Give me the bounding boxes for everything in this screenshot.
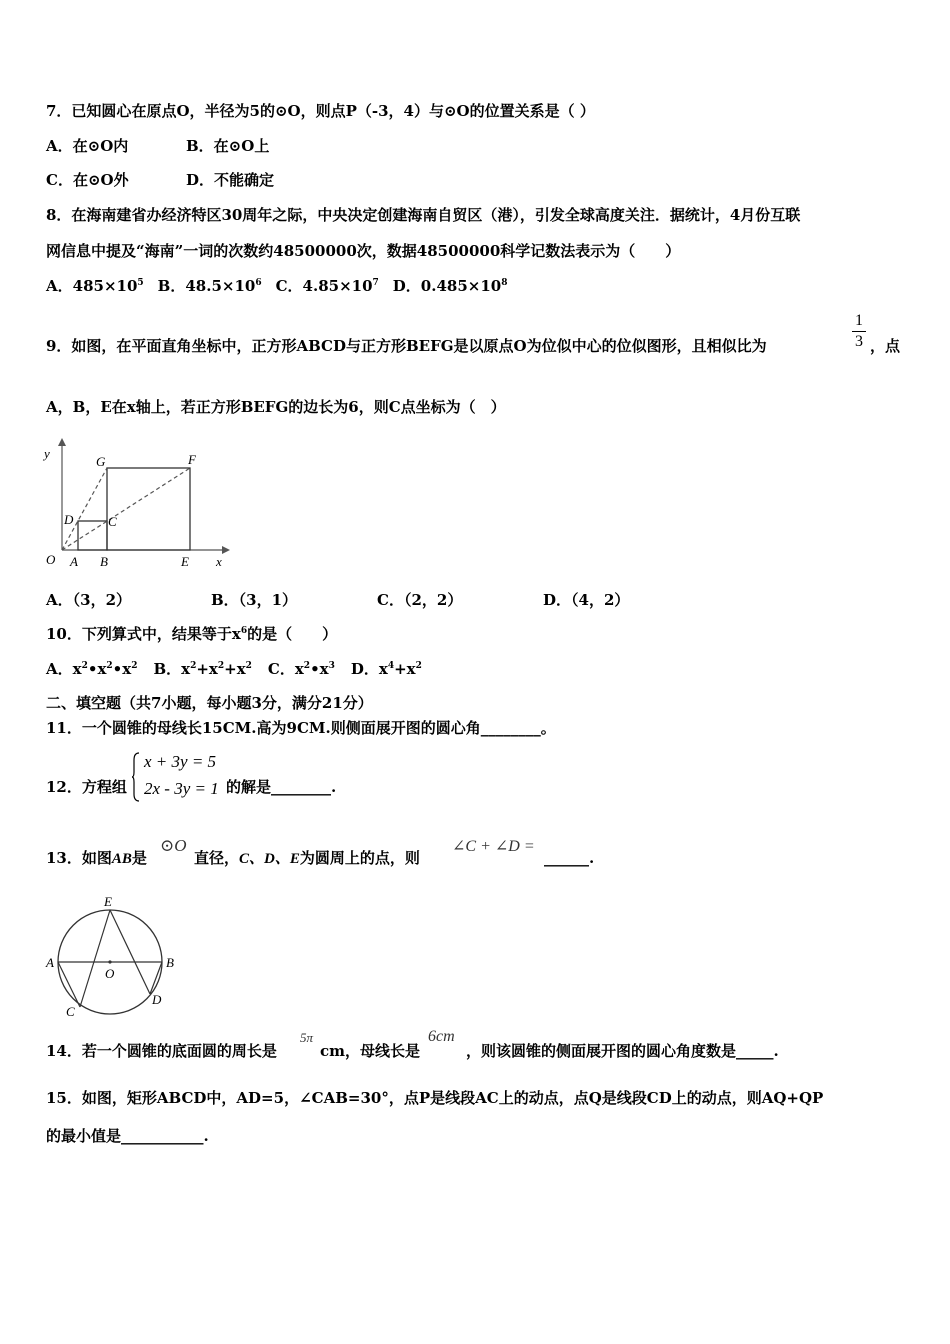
fraction-bar bbox=[852, 331, 866, 332]
q13-stem-start: 13．如图AB是 bbox=[46, 849, 147, 867]
q9-option-d: D．（4，2） bbox=[543, 591, 630, 609]
q10-option-b: B．$x^2+x^2+x^2$ bbox=[153, 660, 252, 678]
q14-stem-start: 14．若一个圆锥的底面圆的周长是 bbox=[46, 1042, 277, 1060]
q9-option-c: C．（2，2） bbox=[377, 591, 463, 609]
q13-figure bbox=[42, 892, 182, 1022]
q9-figure bbox=[40, 434, 240, 574]
label-g: G bbox=[96, 454, 106, 469]
ray-oc-f bbox=[62, 468, 190, 550]
q12-equation-2: 2x - 3y = 1 bbox=[144, 779, 219, 798]
q9-stem-line1: 9．如图，在平面直角坐标中，正方形ABCD与正方形BEFG是以原点O为位似中心的位似图形，且相似比为 bbox=[46, 337, 767, 355]
label-o: O bbox=[46, 552, 56, 567]
label-c: C bbox=[66, 1004, 75, 1019]
q7-option-a: A．在⊙O内 bbox=[46, 137, 129, 155]
label-a: A bbox=[46, 955, 54, 970]
label-d: D bbox=[152, 992, 162, 1007]
q10-option-a: A．$x^2•x^2•x^2$ bbox=[46, 660, 138, 678]
label-f: F bbox=[188, 452, 196, 467]
q9-option-b: B．（3，1） bbox=[211, 591, 298, 609]
label-b: B bbox=[100, 554, 108, 569]
q14-stem-end: ，则该圆锥的侧面展开图的圆心角度数是_____. bbox=[466, 1042, 779, 1060]
q13-circle-o: ⊙O bbox=[160, 836, 187, 855]
label-o: O bbox=[105, 966, 115, 981]
q9-option-a: A．（3，2） bbox=[46, 591, 132, 609]
q8-stem-line2: 网信息中提及“海南”一词的次数约48500000次，数据48500000科学记数法表示为（ ） bbox=[46, 242, 681, 260]
q9-stem-line2: A，B，E在x轴上，若正方形BEFG的边长为6，则C点坐标为（ ） bbox=[46, 398, 506, 416]
q13-points: C、D、E bbox=[239, 851, 300, 867]
square-abcd bbox=[78, 521, 107, 550]
q7-option-b: B．在⊙O上 bbox=[186, 137, 270, 155]
y-axis-arrow bbox=[58, 438, 66, 446]
q10-option-d: D．$x^4+x^2$ bbox=[350, 660, 422, 678]
q9-stem-tail: ，点 bbox=[870, 337, 901, 355]
q13-angle-expression: ∠C + ∠D = bbox=[452, 838, 535, 855]
q10-option-c: C．$x^2•x^3$ bbox=[267, 660, 335, 678]
q8-options bbox=[46, 276, 507, 296]
q9-ratio-denominator: 3 bbox=[855, 333, 863, 350]
q12-label: 12．方程组 bbox=[46, 778, 127, 796]
q14-slant-length: 6cm bbox=[428, 1028, 455, 1045]
q8-stem-line1: 8．在海南建省办经济特区30周年之际，中央决定创建海南自贸区（港），引发全球高度关注．据统计，4月份互联 bbox=[46, 206, 801, 224]
q9-ratio-fraction bbox=[852, 312, 866, 351]
q14-unit: cm，母线长是 bbox=[320, 1042, 421, 1060]
q8-option-a: A．$485\times 10^5$ bbox=[46, 277, 144, 295]
square-befg bbox=[107, 468, 190, 550]
q9-options bbox=[46, 590, 629, 610]
label-e: E bbox=[104, 894, 112, 909]
chord-ac bbox=[58, 962, 80, 1007]
section2-title: 二、填空题（共7小题，每小题3分，满分21分） bbox=[46, 694, 373, 712]
q15-line2: 的最小值是___________. bbox=[46, 1127, 209, 1145]
ray-od-g bbox=[62, 468, 107, 550]
label-e: E bbox=[181, 554, 189, 569]
q13-stem-mid: 直径，C、D、E为圆周上的点，则 bbox=[194, 849, 420, 867]
label-c: C bbox=[108, 514, 117, 529]
q7-options-row1 bbox=[46, 136, 269, 156]
label-y: y bbox=[44, 446, 50, 461]
q9-ratio-numerator: 1 bbox=[855, 312, 863, 329]
x-axis-arrow bbox=[222, 546, 230, 554]
q8-option-d: D．$0.485\times 10^8$ bbox=[392, 277, 508, 295]
q7-option-c: C．在⊙O外 bbox=[46, 171, 129, 189]
center-point bbox=[108, 960, 111, 963]
q14-circumference: 5π bbox=[300, 1030, 314, 1045]
q10-options bbox=[46, 659, 422, 679]
q7-stem: 7．已知圆心在原点O，半径为5的⊙O，则点P（-3，4）与⊙O的位置关系是（ ） bbox=[46, 102, 595, 120]
label-a: A bbox=[70, 554, 78, 569]
q12-tail: 的解是________. bbox=[226, 778, 337, 796]
q12-equation-1: x + 3y = 5 bbox=[144, 752, 217, 771]
label-d: D bbox=[64, 512, 74, 527]
left-brace bbox=[132, 752, 140, 802]
chord-ec bbox=[80, 910, 110, 1007]
label-x: x bbox=[216, 554, 222, 569]
q8-option-b: B．$48.5\times 10^6$ bbox=[157, 277, 262, 295]
q15-line1: 15．如图，矩形ABCD中，AD=5，∠CAB=30°，点P是线段AC上的动点，点Q是线段CD上的动点，则AQ+QP bbox=[46, 1089, 824, 1107]
q13-blank: ______. bbox=[544, 849, 595, 867]
q8-option-c: C．$4.85\times 10^7$ bbox=[275, 277, 379, 295]
q13-ab: AB bbox=[111, 851, 132, 867]
q7-option-d: D．不能确定 bbox=[186, 171, 275, 189]
q11-text: 11．一个圆锥的母线长15CM.高为9CM.则侧面展开图的圆心角________。 bbox=[46, 719, 556, 737]
q7-options-row2 bbox=[46, 170, 274, 190]
q10-stem: 10．下列算式中，结果等于$x^6$的是（ ） bbox=[46, 625, 338, 643]
label-b: B bbox=[166, 955, 174, 970]
chord-bd bbox=[150, 962, 162, 994]
